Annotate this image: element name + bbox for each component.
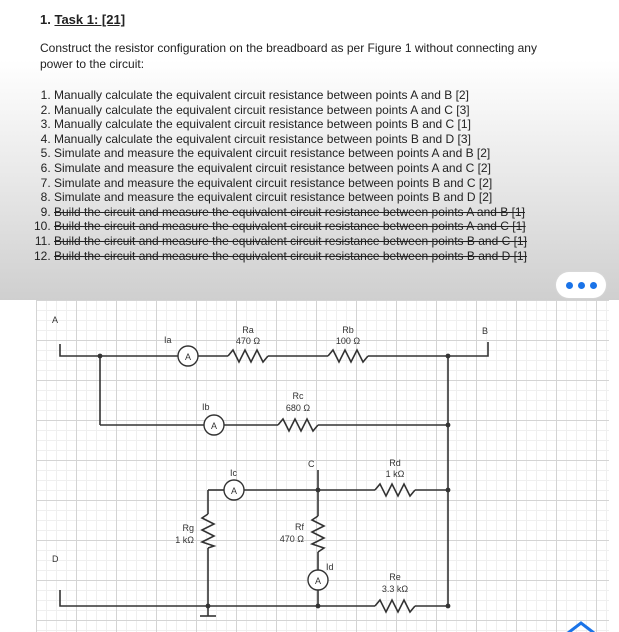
task-item: 6. Simulate and measure the equivalent circuit resistance between points A and C [2] — [54, 161, 574, 176]
task-list — [6, 88, 574, 263]
dot-icon — [566, 282, 573, 289]
ammeter-id — [308, 570, 328, 590]
resistor-rd-value: 1 kΩ — [385, 469, 405, 479]
task-item: 1. Manually calculate the equivalent circuit resistance between points A and B [2] — [54, 88, 574, 103]
resistor-rb-value: 100 Ω — [335, 336, 361, 346]
current-label-ia: Ia — [164, 335, 172, 345]
resistor-rg — [202, 514, 214, 548]
junction-dot — [206, 604, 211, 609]
node-label-d: D — [52, 554, 59, 564]
resistor-rd — [375, 484, 415, 496]
wires — [60, 342, 488, 616]
task-item: 3. Manually calculate the equivalent circuit resistance between points B and C [1] — [54, 117, 574, 132]
junction-dot — [446, 354, 451, 359]
ammeter-symbol: A — [230, 486, 238, 496]
resistor-rc — [278, 419, 318, 431]
ammeter-symbol: A — [184, 352, 192, 362]
task-item-struck: 9. Build the circuit and measure the equivalent circuit resistance between points A and B [1] — [54, 205, 574, 220]
next-arrow-icon[interactable] — [566, 620, 596, 632]
task-item: 5. Simulate and measure the equivalent circuit resistance between points A and B [2] — [54, 146, 574, 161]
task-intro: Construct the resistor configuration on the breadboard as per Figure 1 without connecting any power to the circuit: — [40, 41, 537, 71]
junction-dot — [98, 354, 103, 359]
resistor-rb-name: Rb — [342, 325, 354, 335]
junctions — [98, 354, 451, 609]
current-label-ic: Ic — [230, 468, 238, 478]
task-item-struck: 12. Build the circuit and measure the equivalent circuit resistance between points B and D [1] — [54, 249, 574, 264]
resistor-re-name: Re — [389, 572, 401, 582]
task-number: 1. — [40, 12, 51, 27]
task-item-struck: 10. Build the circuit and measure the equivalent circuit resistance between points A and C [1] — [54, 219, 574, 234]
current-label-ib: Ib — [202, 402, 210, 412]
circuit-figure — [36, 300, 609, 632]
ammeter-ia — [178, 346, 198, 366]
task-heading — [40, 12, 125, 27]
circuit-diagram — [36, 300, 609, 632]
resistor-rd-name: Rd — [389, 458, 401, 468]
resistor-rf-value: 470 Ω — [279, 534, 304, 544]
wire-bottom — [60, 590, 375, 606]
dot-icon — [578, 282, 585, 289]
resistor-rb — [328, 350, 368, 362]
resistor-re — [375, 600, 415, 612]
more-options-icon[interactable] — [556, 272, 606, 298]
ammeter-ic — [224, 480, 244, 500]
resistor-rg-value: 1 kΩ — [175, 535, 194, 545]
node-label-c: C — [308, 459, 315, 469]
resistor-rf — [312, 516, 324, 552]
ammeter-symbol: A — [210, 421, 218, 431]
junction-dot — [446, 488, 451, 493]
junction-dot — [316, 604, 321, 609]
next-arrow-shape — [566, 621, 596, 632]
resistor-ra-value: 470 Ω — [235, 336, 261, 346]
ammeter-ib — [204, 415, 224, 435]
resistor-rg-name: Rg — [182, 523, 194, 533]
resistor-rf-name: Rf — [295, 522, 304, 532]
junction-dot — [446, 604, 451, 609]
junction-dot — [316, 488, 321, 493]
wire-top — [368, 342, 488, 356]
ammeter-symbol: A — [314, 576, 322, 586]
task-title: Task 1: [21] — [54, 12, 126, 27]
resistor-ra-name: Ra — [242, 325, 254, 335]
task-item-struck: 11. Build the circuit and measure the equivalent circuit resistance between points B and C [1] — [54, 234, 574, 249]
node-label-b: B — [482, 326, 489, 336]
node-label-a: A — [52, 315, 59, 325]
wire-top — [60, 344, 178, 356]
task-item: 2. Manually calculate the equivalent circuit resistance between points A and C [3] — [54, 103, 574, 118]
task-item: 7. Simulate and measure the equivalent circuit resistance between points B and C [2] — [54, 176, 574, 191]
resistor-rc-value: 680 Ω — [285, 403, 311, 413]
task-item: 8. Simulate and measure the equivalent circuit resistance between points B and D [2] — [54, 190, 574, 205]
resistor-rc-name: Rc — [292, 391, 304, 401]
resistor-ra — [228, 350, 268, 362]
resistor-re-value: 3.3 kΩ — [381, 584, 409, 594]
junction-dot — [446, 423, 451, 428]
current-label-id: Id — [326, 562, 334, 572]
task-item: 4. Manually calculate the equivalent circuit resistance between points B and D [3] — [54, 132, 574, 147]
dot-icon — [590, 282, 597, 289]
